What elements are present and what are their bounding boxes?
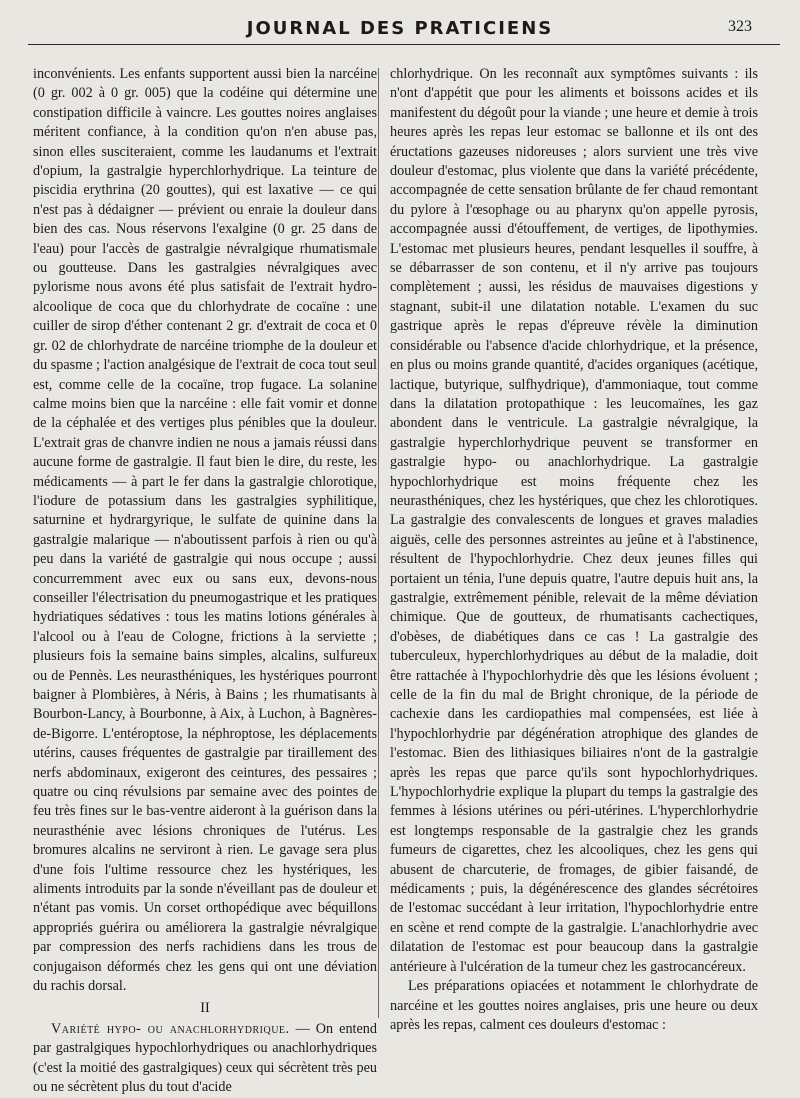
section-paragraph bbox=[33, 1020, 377, 1098]
left-paragraph-2: — On entend par gastralgiques hypochlorhydriques ou anachlorhydriques (c'est la moitié des gastralgiques) ceux qui sécrètent très peu ou ne sécrètent plus du tout d'acide bbox=[33, 1020, 377, 1096]
section-number: II bbox=[200, 999, 210, 1016]
right-column bbox=[390, 65, 758, 1035]
right-paragraph-1: chlorhydrique. On les reconnaît aux symptômes suivants : ils n'ont d'appétit que pour les aliments et boissons acides et ils manifestent du dégoût pour la viande ; une heure et demie à trois heures après les repas leur estomac se ballonne et ils ont des éructations gazeuses nidoreuses ; alors survient une très vive douleur d'estomac, plus violente que dans la variété précédente, accompagnée de cette sensation brûlante de fer chaud remontant du pylore à l'œsophage ou au pharynx qu'on appelle pyrosis, accompagnée aussi d'étouffement, de vertiges, de lipothymies. L'estomac met plusieurs heures, pendant lesquelles il souffre, à se débarrasser de son contenu, et il n'y arrive pas toujours complètement ; aussi, les résidus de mauvaises digestions y stagnant, subit-il une dilatation notable. L'examen du suc gastrique après le repas d'épreuve révèle la diminution considérable ou l'absence d'acide chlorhydrique, et la présence, en plus ou moins grande quantité, d'acides organiques (acétique, lactique, butyrique, sulfhydrique), d'ammoniaque, tout comme dans la dilatation protopathique : les leucomaïnes, les gaz abondent dans le ventricule. La gastralgie névralgique, la gastralgie hyperchlorhydrique peuvent se transformer en gastralgie hypo- ou anachlorhydrique. La gastralgie hypochlorhydrique est moins fréquente chez les neurasthéniques, chez les hystériques, que chez les chlorotiques. La gastralgie des convalescents de longues et graves maladies aiguës, celle des personnes astreintes au jeûne et à l'abstinence, résultent de l'hypochlorhydrie. Chez deux jeunes filles qui portaient un ténia, l'une depuis quatre, l'autre depuis huit ans, la gastralgie, extrêmement pénible, relevait de la même déviation chimique. Que de goutteux, de rhumatisants cachectiques, d'obèses, de diabétiques dans ce cas ! La gastralgie des tuberculeux, hyperchlorhydriques au début de la maladie, doit être rattachée à l'hypochlorhydrie dès que les lésions évoluent ; celle de la fin du mal de Bright chronique, de la période de cachexie dans les cardiopathies mal compensées, est liée à l'hypochlorhydrie par dégénération atrophique des glandes de l'estomac. Bien des lithiasiques biliaires n'ont de la gastralgie après les repas que parce qu'ils sont hypochlorhydriques. L'hypochlorhydrie explique la plupart du temps la gastralgie des femmes à lésions utérines ou péri-utérines. L'hyperchlorhydrie est longtemps responsable de la gastralgie chez les grands fumeurs de cigarettes, chez les alcooliques, chez les gens qui abusent de charcuterie, de fromages, de gibier faisandé, de médicaments ; puis, la dégénérescence des glandes sécrétoires de l'estomac succédant à leur irritation, l'hypochlorhydrie entre en scène et rend compte de la gastralgie. L'anachlorhydrie avec dilatation de l'estomac est pour beaucoup dans la gastralgie antérieure à l'ulcération de la tumeur chez les gastrocancéreux. bbox=[390, 66, 758, 975]
page-header bbox=[0, 18, 800, 48]
header-rule bbox=[28, 44, 780, 45]
column-divider bbox=[378, 68, 379, 1018]
right-paragraph-2: Les préparations opiacées et notamment le chlorhydrate de narcéine et les gouttes noires anglaises, pris une heure ou deux après les repas, calment ces douleurs d'estomac : bbox=[390, 978, 758, 1033]
left-paragraph-1: inconvénients. Les enfants supportent aussi bien la narcéine (0 gr. 002 à 0 gr. 005) que la codéine qui détermine une constipation difficile à vaincre. Les gouttes noires anglaises méritent confiance, à la condition qu'on n'en abuse pas, sinon elles susciteraient, comme les laudanums et l'extrait d'opium, la gastralgie hyperchlorhydrique. La teinture de piscidia erythrina (20 gouttes), qui est laxative — ce qui n'est pas à dédaigner — prévient ou enraie la douleur dans bien des cas. Nous réservons l'exalgine (0 gr. 25 dans de l'eau) pour l'accès de gastralgie névralgique rhumatismale ou goutteuse. Dans les gastralgies névralgiques avec pylorisme nous avons été plus satisfait de l'extrait hydro-alcoolique de coca que du chlorhydrate de cocaïne : une cuiller de sirop d'éther contenant 2 gr. d'extrait de coca et 0 gr. 02 de chlorhydrate de narcéine triomphe de la douleur et du spasme ; l'action analgésique de l'extrait de coca tout seul est, comme celle de la cocaïne, trop fugace. La solanine calme moins bien que la narcéine : elle fait vomir et donne de la céphalée et des vertiges plus pénibles que la douleur. L'extrait gras de chanvre indien ne nous a jamais réussi dans aucune forme de gastralgie. Il faut bien le dire, du reste, les médicaments — à part le fer dans la gastralgie chlorotique, l'iodure de potassium dans les gastralgies syphilitique, saturnine et hydrargyrique, le sulfate de quinine dans la gastralgie malarique — n'aboutissent parfois à rien ou qu'à peu dans la variété de gastralgie qui nous occupe ; aussi concurremment avec eux ou sans eux, devons-nous conseiller l'électrisation du pneumogastrique et les pratiques hydriatiques sédatives : tous les matins lotions générales à l'alcool ou à l'eau de Cologne, frictions à la serviette ; plusieurs fois la semaine bains simples, alcalins, sulfureux ou de Pennès. Les neurasthéniques, les hystériques pourront baigner à Plombières, à Néris, à Bains ; les rhumatisants à Bourbon-Lancy, à Bourbonne, à Aix, à Luchon, à Bagnères-de-Bigorre. L'entéroptose, la néphroptose, les déplacements utérins, causes fréquentes de gastralgie par tiraillement des nerfs abdominaux, exigeront des ceintures, des pessaires ; quatre ou cinq révulsions par semaine avec des pointes de feu très fines sur le bas-ventre aideront à la guérison dans la neurasthénie avec lésions chroniques de l'utérus. Les bromures alcalins ne serviront à rien. Le gavage sera plus d'une fois l'ultime ressource chez les hystériques, les aliments introduits par la sonde n'éveillant pas de douleur et n'étant pas vomis. Un corset orthopédique avec béquillons appropriés guérira ou améliorera la gastralgie névralgique par compression des nerfs rachidiens dans les trous de conjugaison déformés chez les gens qui ont une déviation du rachis dorsal. bbox=[33, 66, 377, 995]
page-number: 323 bbox=[728, 18, 752, 35]
left-column bbox=[33, 65, 377, 1098]
running-title: JOURNAL DES PRATICIENS bbox=[246, 18, 554, 39]
section-heading: Variété hypo- ou anachlorhydrique. bbox=[51, 1020, 290, 1037]
